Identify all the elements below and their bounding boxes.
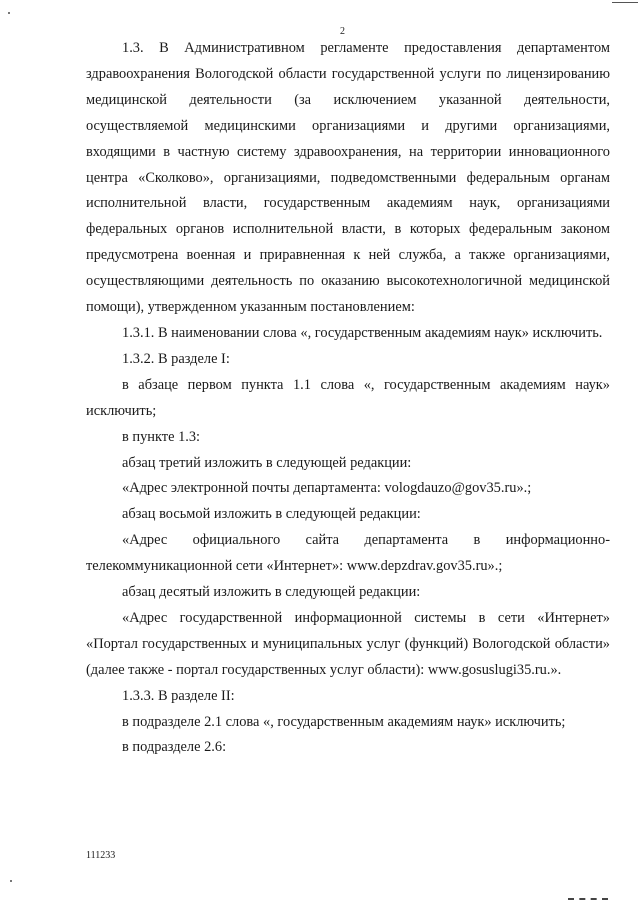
paragraph-1-3: 1.3. В Административном регламенте предоставления департаментом здравоохранения Вологодской области государственной услуги по лицензированию медицинской деятельности (за исключением указанной деятельности, осуществляемой медицинскими организациями и другими организациями, входящими в частную систему здравоохранения, на территории инновационного центра «Сколково», организациями, подведомственными федеральным органам исполнительной власти, государственным академиям наук, организациями федеральных органов исполнительной власти, в которых федеральным законом предусмотрена военная и приравненная к ней служба, а также организациями, осуществляющими деятельность по оказанию высокотехнологичной медицинской помощи), утвержденном указанным постановлением: — [86, 40, 610, 316]
paragraph-portal-address: «Адрес государственной информационной системы в сети «Интернет» «Портал государственных и муниципальных услуг (функций) Вологодской области» (далее также - портал государственных услуг области): www.gosuslugi35.ru.». — [86, 609, 610, 678]
paragraph-abzac-3-intro: абзац третий изложить в следующей редакции: — [122, 454, 412, 471]
paragraph-1-3-2: 1.3.2. В разделе I: — [122, 350, 230, 367]
paragraph-subsection-2-6: в подразделе 2.6: — [122, 739, 227, 756]
paragraph-item-1-1: в абзаце первом пункта 1.1 слова «, государственным академиям наук» исключить; — [86, 376, 610, 419]
paragraph-abzac-10-intro: абзац десятый изложить в следующей редакции: — [122, 584, 421, 601]
page-number: 2 — [340, 26, 345, 37]
scan-speck — [10, 880, 12, 882]
paragraph-website-address: «Адрес официального сайта департамента в информационно-телекоммуникационной сети «Интернет»: www.depzdrav.gov35.ru».; — [86, 532, 610, 575]
paragraph-1-3-1: 1.3.1. В наименовании слова «, государственным академиям наук» исключить. — [122, 324, 603, 341]
scan-speck — [8, 12, 10, 14]
scan-edge-mark — [612, 2, 638, 6]
document-code: 111233 — [86, 850, 116, 861]
paragraph-item-1-3: в пункте 1.3: — [122, 428, 201, 445]
paragraph-email-address: «Адрес электронной почты департамента: vologdauzo@gov35.ru».; — [122, 480, 532, 497]
paragraph-subsection-2-1: в подразделе 2.1 слова «, государственным академиям наук» исключить; — [122, 713, 566, 730]
paragraph-1-3-3: 1.3.3. В разделе II: — [122, 687, 235, 704]
scan-edge-mark — [568, 898, 608, 902]
paragraph-abzac-8-intro: абзац восьмой изложить в следующей редакции: — [122, 506, 421, 523]
document-body — [86, 36, 610, 761]
